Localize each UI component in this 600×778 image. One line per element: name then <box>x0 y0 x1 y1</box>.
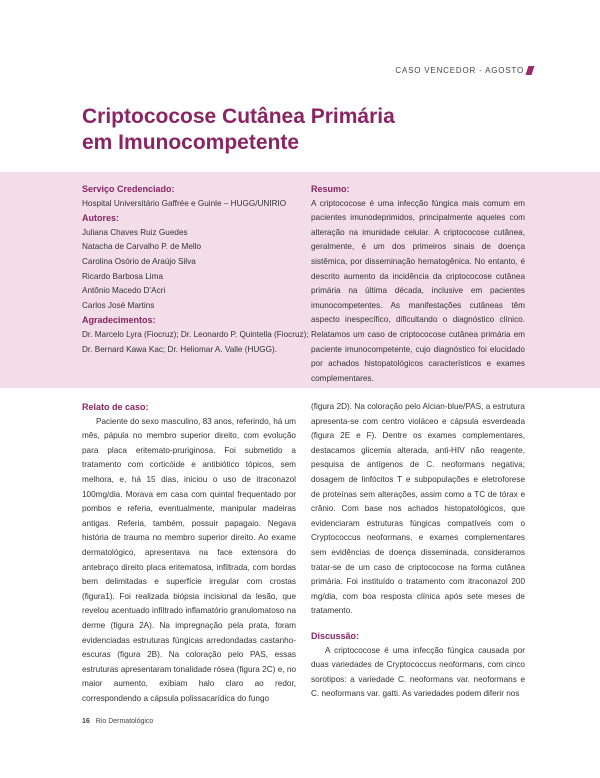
author-name: Juliana Chaves Ruiz Guedes <box>82 227 188 237</box>
author-name: Carolina Osório de Araújo Silva <box>82 256 196 266</box>
acknowledgement-line: Dr. Bernard Kawa Kac; Dr. Heliomar A. Valle (HUGG). <box>82 344 278 354</box>
section-tag-marker <box>526 66 535 75</box>
case-report-heading: Relato de caso: <box>82 402 149 412</box>
abstract-text: A criptococose é uma infecção fúngica mais comum em pacientes imunodeprimidos, principalmente aqueles com alteração na imunidade celular. A criptococose cutânea, geralmente, é um dos primeiros sinais de doença sistêmica, por disseminação hematogênica. No entanto, é descrito aumento da incidência da criptococose cutânea primária na última década, inclusive em pacientes imunocompetentes. As manifestações cutâneas têm aspecto inespecífico, dificultando o diagnóstico clínico. Relatamos um caso de criptococose cutânea primária em paciente imunocompetente, cujo diagnóstico foi elucidado por achados histopatológicos característicos e exames complementares. <box>311 198 525 383</box>
acknowledgements-heading: Agradecimentos: <box>82 315 156 326</box>
author-name: Carlos José Martins <box>82 300 155 310</box>
title-line-2: em Imunocompetente <box>82 131 300 154</box>
article-title <box>82 104 522 156</box>
title-line-1: Criptococose Cutânea Primária <box>82 105 395 128</box>
abstract-heading: Resumo: <box>311 184 350 194</box>
abstract-column <box>311 182 525 386</box>
section-tag: CASO VENCEDOR - AGOSTO <box>395 66 524 75</box>
acknowledgement-line: Dr. Marcelo Lyra (Fiocruz); Dr. Leonardo P. Quintella (Fiocruz); <box>82 329 309 339</box>
author-name: Antônio Macedo D’Acri <box>82 286 166 296</box>
author-name: Natacha de Carvalho P. de Mello <box>82 242 202 252</box>
page-footer <box>82 718 153 725</box>
case-report-continuation-column <box>311 400 525 702</box>
case-report-column <box>82 400 296 706</box>
service-heading: Serviço Credenciado: <box>82 184 175 194</box>
author-name: Ricardo Barbosa Lima <box>82 271 164 281</box>
journal-name: Rio Dermatológico <box>95 718 154 725</box>
service-name: Hospital Universitário Gaffrée e Guinle – HUGG/UNIRIO <box>82 198 287 208</box>
discussion-text: A criptococose é uma infecção fúngica causada por duas variedades de Cryptococcus neoformans, com cinco sorotipos: a variedade C. neoformans var. neoformans e C. neoformans var. gatti. As variedades podem diferir nos <box>311 645 525 699</box>
case-report-continued-text: (figura 2D). Na coloração pelo Alcian-blue/PAS, a estrutura apresenta-se com centro violáceo e cápsula esverdeada (figura 2E e F). Dentre os exames complementares, destacamos glicemia alterada, anti-HIV não reagente, pesquisa de antígenos de C. neoformans negativa; dosagem de linfócitos T e subpopulações e eletroforese de proteínas sem alterações, assim como a TC de tórax e crânio. Com base nos achados histopatológicos, que evidenciaram estruturas fúngicas compatíveis com o Cryptococcus neoformans, e exames complementares sem evidências de doença disseminada, consideramos tratar-se de um caso de criptococose na forma cutânea primária. Foi instituído o tratamento com itraconazol 200 mg/dia, com boa resposta clínica após sete meses de tratamento. <box>311 402 525 616</box>
discussion-heading: Discussão: <box>311 630 360 641</box>
authors-heading: Autores: <box>82 213 120 224</box>
credits-column <box>82 182 309 357</box>
page-number: 16 <box>82 718 90 725</box>
case-report-text: Paciente do sexo masculino, 83 anos, referindo, há um mês, pápula no membro superior direito, com evolução para placa eritemato-pruriginosa. Foi submetido a tratamento com corticóide e antibiótico tópicos, sem melhora, e, há 15 dias, iniciou o uso de itraconazol 100mg/dia. Morava em casa com quintal frequentado por pombos e referia, eventualmente, manipular madeiras antigas. Referia, também, possuir papagaio. Negava história de trauma no membro superior direito. Ao exame dermatológico, apresentava na face extensora do antebraço direito placa eritematosa, infiltrada, com bordas bem delimitadas e superfície irregular com crostas (figura1). Foi realizada biópsia incisional da lesão, que revelou acentuado infiltrado inflamatório granulomatoso na derme (figura 2A). Na impregnação pela prata, foram evidenciadas estruturas fúngicas arredondadas castanho-escuras (figura 2B). Na coloração pelo PAS, essas estruturas apresentaram tonalidade rósea (figura 2C) e, no maior aumento, exibiam halo claro ao redor, correspondendo a cápsula polissacarídica do fungo <box>82 416 296 703</box>
